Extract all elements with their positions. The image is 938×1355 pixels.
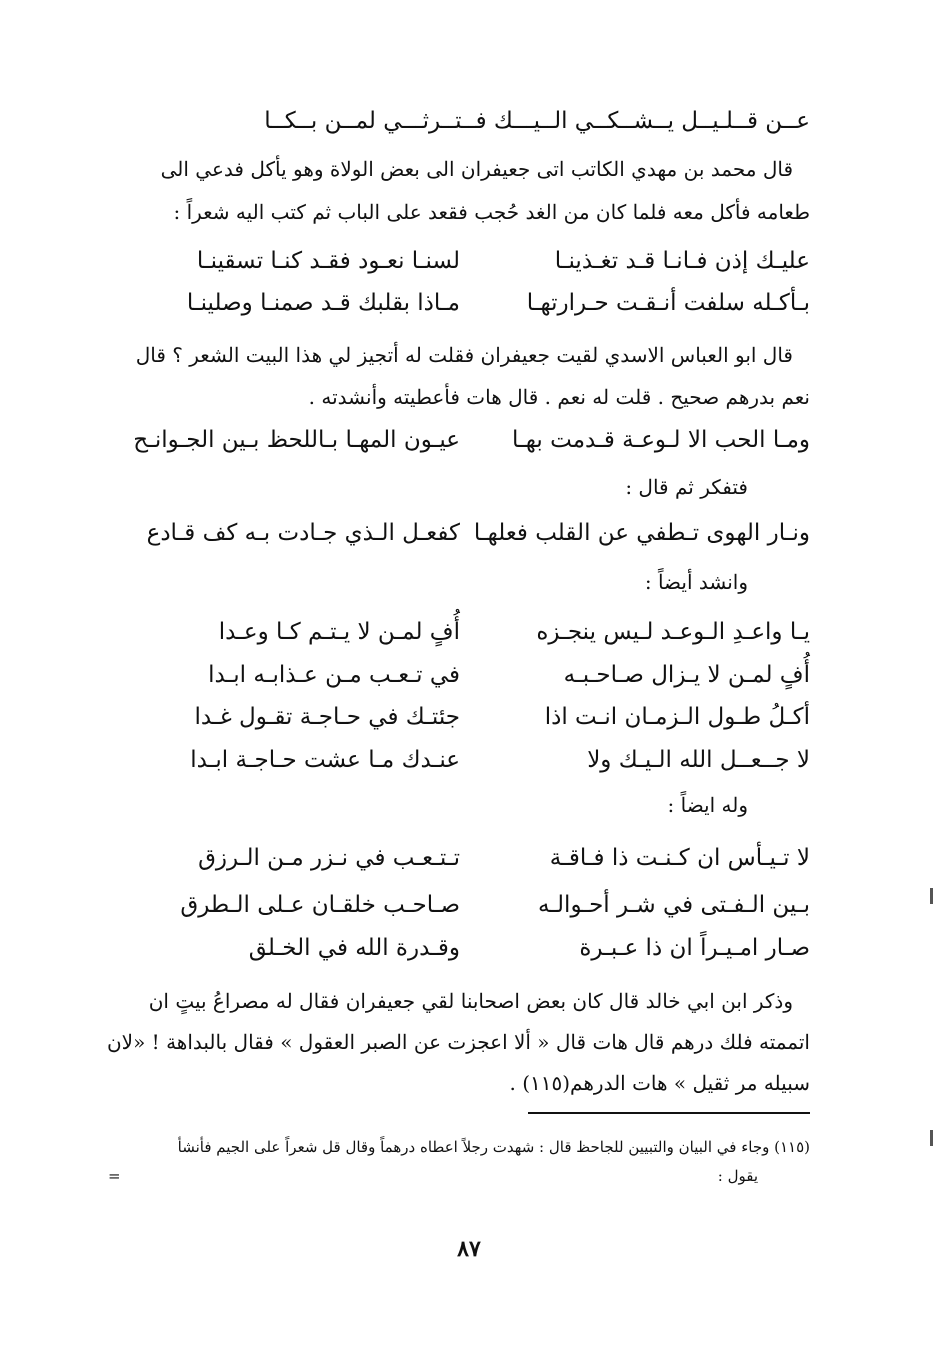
- verse-second-hemistich: في تـعـب مـن عـذابـه ابـدا: [208, 662, 460, 688]
- page-number: ٨٧: [457, 1236, 481, 1262]
- verse-line: [120, 612, 810, 652]
- verse-second-hemistich: وقـدرة الله في الخـلق: [248, 935, 460, 961]
- verse-second-hemistich: جئتـك في حـاجـة تقـول غـدا: [194, 704, 460, 730]
- verse-line: [120, 655, 810, 695]
- scan-mark: [930, 1130, 933, 1146]
- footnote-rule: [528, 1112, 810, 1114]
- verse-line: [120, 697, 810, 737]
- verse-intro: وانشد أيضاً :: [644, 570, 748, 594]
- paragraph-line: قال محمد بن مهدي الكاتب اتى جعيفران الى بعض الولاة وهو يأكل فدعي الى: [160, 157, 793, 181]
- verse-second-hemistich: ـك فــتــرثـــي لمــن بــكــا: [264, 108, 520, 134]
- verse-first-hemistich: لا تـيـأس ان كـنـت ذا فـاقـة: [549, 845, 810, 871]
- verse-intro: وله ايضاً :: [667, 793, 748, 817]
- paragraph-line: طعامه فأكل معه فلما كان من الغد حُجب فقعد على الباب ثم كتب اليه شعراً :: [173, 200, 810, 224]
- verse-intro: فتفكر ثم قال :: [625, 475, 748, 499]
- verse-second-hemistich: عنـدك مـا عشت حـاجـة ابـدا: [190, 747, 460, 773]
- verse-line: [120, 838, 810, 878]
- paragraph-line: قال ابو العباس الاسدي لقيت جعيفران فقلت له أتجيز لي هذا البيت الشعر ؟ قال: [135, 343, 793, 367]
- verse-first-hemistich: ومـا الحب الا لـوعـة قـدمت بهـا: [512, 427, 810, 453]
- verse-second-hemistich: صـاحـب خلقـان عـلى الـطرق: [180, 892, 460, 918]
- scan-mark: [930, 888, 933, 904]
- verse-line: [120, 928, 810, 968]
- verse-first-hemistich: بـين الـفـتى في شـر أحـوالـه: [537, 892, 810, 918]
- verse-first-hemistich: يـا واعـدِ الـوعـد لـيس ينجـزه: [536, 619, 810, 645]
- verse-first-hemistich: أكـلُ طـول الـزمـان انـت اذا: [544, 704, 810, 730]
- footnote-continuation-mark: =: [108, 1167, 121, 1185]
- verse-line: [120, 885, 810, 925]
- paragraph-line: اتممته فلك درهم قال هات قال « ألا اعجزت عن الصبر العقول » فقال بالبداهة ! «لان: [106, 1030, 810, 1054]
- footnote-line: يقول :: [717, 1167, 758, 1185]
- verse-line: [120, 740, 810, 780]
- verse-first-hemistich: ونـار الهوى تـطفي عن القلب فعلهـا: [473, 520, 810, 546]
- verse-second-hemistich: مـاذا بقلبك قـد صمنـا وصلينـا: [186, 290, 460, 316]
- verse-first-hemistich: صـار امـيـراً ان ذا عـبـرة: [579, 935, 810, 961]
- verse-line: [120, 101, 810, 141]
- verse-first-hemistich: عــن قــلـيــل يــشــكــي الــيــ: [520, 108, 810, 134]
- paragraph-line: سبيله مر ثقيل » هات الدرهم(١١٥) .: [509, 1071, 810, 1095]
- verse-second-hemistich: تـتـعـب في نـزر مـن الـرزق: [198, 845, 460, 871]
- verse-line: [120, 241, 810, 281]
- footnote-line: (١١٥) وجاء في البيان والتبيين للجاحظ قال : شهدت رجلاً اعطاه درهماً وقال قل شعراً على الجيم فأنشأ: [177, 1138, 810, 1156]
- verse-first-hemistich: أُفٍ لمـن لا يـزال صـاحـبـه: [563, 662, 810, 688]
- paragraph-line: نعم بدرهم صحيح . قلت له نعم . قال هات فأعطيته وأنشدته .: [308, 385, 810, 409]
- verse-line: [120, 513, 810, 553]
- verse-first-hemistich: عليـك إذن فـانـا قـد تغـذينـا: [554, 248, 810, 274]
- verse-first-hemistich: بـأكـله سلفت أنـقـت حـرارتهـا: [526, 290, 810, 316]
- verse-line: [120, 283, 810, 323]
- paragraph-line: وذكر ابن ابي خالد قال كان بعض اصحابنا لقي جعيفران فقال له مصراعُ بيتٍ ان: [148, 989, 793, 1013]
- verse-second-hemistich: عيـون المهـا بـاللحظ بـين الجـوانـح: [133, 427, 460, 453]
- verse-second-hemistich: كفعـل الـذي جـادت بـه كف قـادع: [146, 520, 460, 546]
- verse-second-hemistich: لسنـا نعـود فقـد كنـا تسقينـا: [196, 248, 460, 274]
- verse-second-hemistich: أُفٍ لمـن لا يـتـم كـا وعـدا: [218, 619, 460, 645]
- verse-first-hemistich: لا جــعــل الله الـيـك ولا: [587, 747, 810, 773]
- verse-line: [120, 420, 810, 460]
